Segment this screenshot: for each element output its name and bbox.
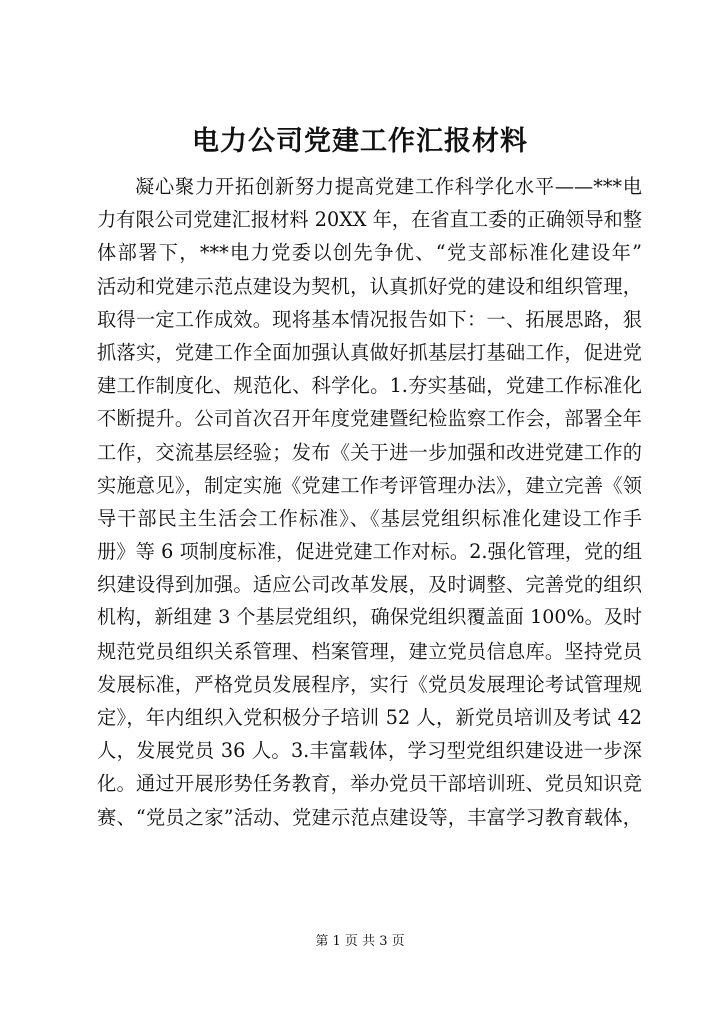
body-line: 实施意见》，制定实施《党建工作考评管理办法》，建立完善《领 — [97, 473, 642, 497]
body-line: 定》，年内组织入党积极分子培训 52 人，新党员培训及考试 42 — [97, 706, 642, 729]
body-line: 册》等 6 项制度标准，促进党建工作对标。2.强化管理，党的组 — [97, 540, 642, 564]
body-line: 化。通过开展形势任务教育，举办党员干部培训班、党员知识竞 — [97, 772, 642, 796]
body-line: 活动和党建示范点建设为契机，认真抓好党的建设和组织管理， — [97, 274, 642, 298]
body-line: 工作，交流基层经验；发布《关于进一步加强和改进党建工作的 — [97, 440, 642, 464]
body-line: 不断提升。公司首次召开年度党建暨纪检监察工作会，部署全年 — [97, 407, 642, 431]
body-line: 机构，新组建 3 个基层党组织，确保党组织覆盖面 100%。及时 — [97, 606, 642, 629]
body-line: 取得一定工作成效。现将基本情况报告如下：一、拓展思路，狠 — [97, 307, 642, 331]
body-line: 赛、“党员之家”活动、党建示范点建设等，丰富学习教育载体， — [97, 805, 642, 829]
document-body — [97, 170, 642, 834]
body-line: 力有限公司党建汇报材料 20XX 年，在省直工委的正确领导和整 — [97, 208, 642, 232]
body-line: 凝心聚力开拓创新努力提高党建工作科学化水平——***电 — [135, 175, 642, 198]
body-line: 导干部民主生活会工作标准》、《基层党组织标准化建设工作手 — [97, 506, 642, 530]
body-line: 规范党员组织关系管理、档案管理，建立党员信息库。坚持党员 — [97, 639, 642, 663]
document-title: 电力公司党建工作汇报材料 — [192, 126, 528, 157]
body-line: 发展标准，严格党员发展程序，实行《党员发展理论考试管理规 — [97, 672, 642, 696]
body-line: 织建设得到加强。适应公司改革发展，及时调整、完善党的组织 — [97, 573, 642, 597]
body-line: 建工作制度化、规范化、科学化。1.夯实基础，党建工作标准化 — [97, 374, 642, 398]
page-number: 第 1 页 共 3 页 — [315, 934, 405, 949]
body-line: 抓落实，党建工作全面加强认真做好抓基层打基础工作，促进党 — [97, 340, 642, 364]
body-line: 体部署下，***电力党委以创先争优、“党支部标准化建设年” — [97, 241, 642, 265]
body-line: 人，发展党员 36 人。3.丰富载体，学习型党组织建设进一步深 — [97, 739, 642, 763]
